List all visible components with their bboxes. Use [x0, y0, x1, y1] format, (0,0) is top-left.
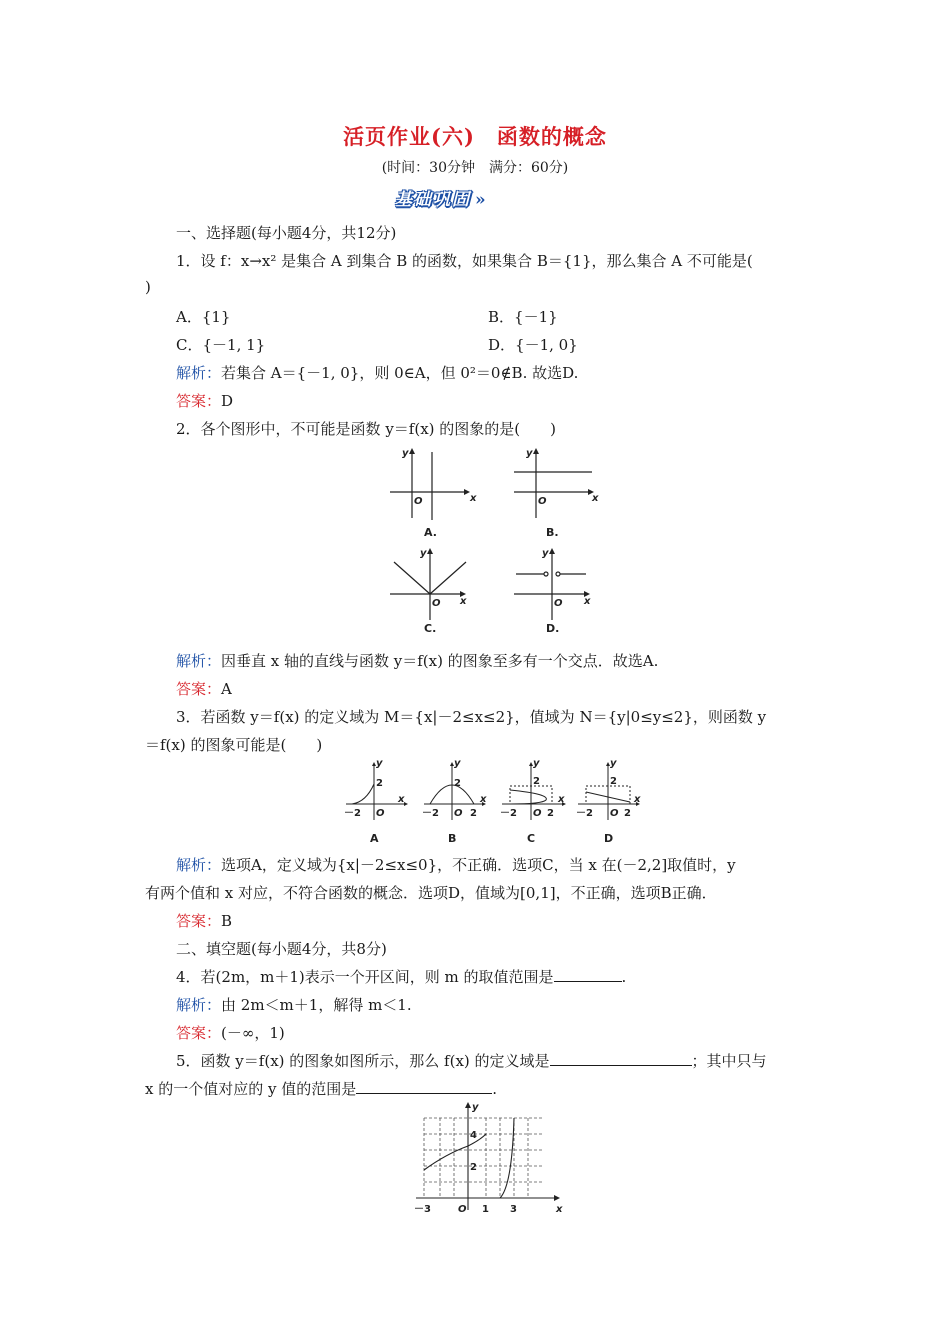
graph-d-y-label: y	[542, 548, 549, 559]
q1-option-a: A．{1}	[176, 308, 231, 326]
q4-analysis	[176, 994, 412, 1015]
q5-tick-neg3: －3	[414, 1204, 431, 1215]
q5-stem-text: 5．函数 y＝f(x) 的图象如图所示，那么 f(x) 的定义域是	[176, 1052, 550, 1070]
analysis-text: 若集合 A＝{－1, 0}，则 0∈A，但 0²＝0∉B. 故选D.	[221, 364, 579, 382]
section-2-heading: 二、填空题(每小题4分，共8分)	[176, 940, 387, 958]
graph-c	[390, 548, 466, 620]
q1-option-b: B．{－1}	[488, 308, 558, 326]
q5-tick-2: 2	[470, 1162, 477, 1173]
q3b-origin: O	[454, 808, 463, 819]
q2-stem: 2．各个图形中，不可能是函数 y＝f(x) 的图象的是( )	[176, 420, 556, 438]
q3b-x: x	[480, 794, 487, 805]
q1-analysis	[176, 362, 578, 383]
q5-origin: O	[458, 1204, 467, 1215]
q3-graph-a-label: A	[370, 832, 379, 845]
q3b-tick-neg2: －2	[422, 808, 439, 819]
badge-text: 基础巩固	[395, 190, 471, 210]
q3c-origin: O	[533, 808, 542, 819]
q3a-tick-2: 2	[376, 778, 383, 789]
section-1-heading: 一、选择题(每小题4分，共12分)	[176, 224, 397, 242]
graph-c-y-label: y	[420, 548, 427, 559]
q3d-tick-2: 2	[610, 776, 617, 787]
q3-graph-d-label: D	[604, 832, 614, 845]
q2-graphs-figure	[380, 444, 610, 640]
q1-stem-end: )	[145, 278, 151, 296]
answer-text: (－∞，1)	[221, 1024, 285, 1042]
graph-a-x-label: x	[470, 493, 477, 504]
q4-stem	[176, 966, 626, 987]
answer-label: 答案：	[176, 912, 222, 930]
answer-label: 答案：	[176, 1024, 222, 1042]
q5-graph-figure	[410, 1100, 570, 1218]
graph-b-label: B.	[546, 526, 559, 539]
q4-answer	[176, 1022, 285, 1043]
graph-d	[514, 548, 590, 620]
graph-d-label: D.	[546, 622, 560, 635]
q1-answer	[176, 390, 233, 411]
q5-tick-4: 4	[470, 1130, 477, 1141]
q3d-x: x	[634, 794, 641, 805]
analysis-label: 解析：	[176, 364, 222, 382]
q3a-y: y	[376, 758, 383, 769]
analysis-label: 解析：	[176, 856, 222, 874]
double-chevron-icon: »	[475, 190, 488, 210]
q3-stem-end: ＝f(x) 的图象可能是( )	[145, 736, 323, 754]
q3d-tick-2x: 2	[624, 808, 631, 819]
q3-analysis	[176, 854, 736, 875]
q5-tick-3: 3	[510, 1204, 517, 1215]
q3-graph-b-label: B	[448, 832, 457, 845]
graph-c-label: C.	[424, 622, 437, 635]
graph-d-x-label: x	[584, 596, 591, 607]
q3d-y: y	[610, 758, 617, 769]
q3c-y: y	[533, 758, 540, 769]
q3-answer	[176, 910, 232, 931]
graph-c-origin: O	[432, 598, 441, 609]
answer-label: 答案：	[176, 680, 222, 698]
q5-y-label: y	[472, 1102, 479, 1113]
graph-d-origin: O	[554, 598, 563, 609]
analysis-text: 因垂直 x 轴的直线与函数 y＝f(x) 的图象至多有一个交点．故选A.	[221, 652, 659, 670]
q3b-tick-2: 2	[454, 778, 461, 789]
graph-a-y-label: y	[402, 448, 409, 459]
q3-graphs-figure	[342, 758, 642, 848]
q3b-tick-2x: 2	[470, 808, 477, 819]
q3c-tick-neg2: －2	[500, 808, 517, 819]
q4-stem-text: 4．若(2m，m＋1)表示一个开区间，则 m 的取值范围是	[176, 968, 554, 986]
q5-stem-text2: x 的一个值对应的 y 值的范围是	[145, 1080, 357, 1098]
answer-text: A	[221, 680, 232, 698]
q1-option-c: C．{－1, 1}	[176, 336, 266, 354]
q5-tick-1: 1	[482, 1204, 489, 1215]
q3-stem: 3．若函数 y＝f(x) 的定义域为 M＝{x|－2≤x≤2}，值域为 N＝{y|0≤y≤2}，则函数 y	[176, 708, 767, 726]
q3c-tick-2: 2	[533, 776, 540, 787]
q1-stem: 1．设 f：x→x² 是集合 A 到集合 B 的函数，如果集合 B＝{1}，那么集合 A 不可能是(	[176, 252, 753, 270]
graph-a-origin: O	[414, 496, 423, 507]
page-title: 活页作业(六) 函数的概念	[343, 124, 607, 149]
answer-text: D	[221, 392, 234, 410]
q3d-origin: O	[610, 808, 619, 819]
q3-analysis-cont: 有两个值和 x 对应，不符合函数的概念．选项D，值域为[0,1]，不正确，选项B正确．	[145, 884, 717, 902]
graph-b-x-label: x	[592, 493, 599, 504]
q5-curve-right	[500, 1118, 514, 1198]
graph-b-y-label: y	[526, 448, 533, 459]
answer-text: B	[221, 912, 233, 930]
q3b-y: y	[454, 758, 461, 769]
graph-b-origin: O	[538, 496, 547, 507]
q3c-x: x	[558, 794, 565, 805]
q5-stem	[176, 1050, 767, 1071]
analysis-label: 解析：	[176, 652, 222, 670]
q5-stem-mid: ；其中只与	[691, 1052, 767, 1070]
q1-option-d: D．{－1, 0}	[488, 336, 578, 354]
answer-label: 答案：	[176, 392, 222, 410]
q4-stem-end: .	[621, 968, 627, 986]
q3-graph-c-label: C	[527, 832, 536, 845]
analysis-label: 解析：	[176, 996, 222, 1014]
q4-answer-blank[interactable]	[554, 967, 622, 982]
q5-stem-cont	[145, 1078, 497, 1099]
q2-answer	[176, 678, 232, 699]
q5-domain-blank[interactable]	[550, 1051, 692, 1066]
q3a-origin: O	[376, 808, 385, 819]
time-score-info: (时间：30分钟 满分：60分)	[381, 160, 569, 176]
graph-a-label: A.	[424, 526, 437, 539]
q3c-tick-2x: 2	[547, 808, 554, 819]
analysis-text: 由 2m＜m＋1，解得 m＜1.	[221, 996, 412, 1014]
q3d-tick-neg2: －2	[576, 808, 593, 819]
analysis-text: 选项A，定义域为{x|－2≤x≤0}，不正确．选项C，当 x 在(－2,2]取值时，y	[221, 856, 736, 874]
q2-analysis	[176, 650, 658, 671]
q5-range-blank[interactable]	[356, 1079, 492, 1094]
graph-c-x-label: x	[460, 596, 467, 607]
q3a-x: x	[398, 794, 405, 805]
section-badge	[395, 185, 488, 210]
q5-stem-end: .	[492, 1080, 498, 1098]
q5-x-label: x	[556, 1204, 563, 1215]
q3a-tick-neg2: －2	[344, 808, 361, 819]
